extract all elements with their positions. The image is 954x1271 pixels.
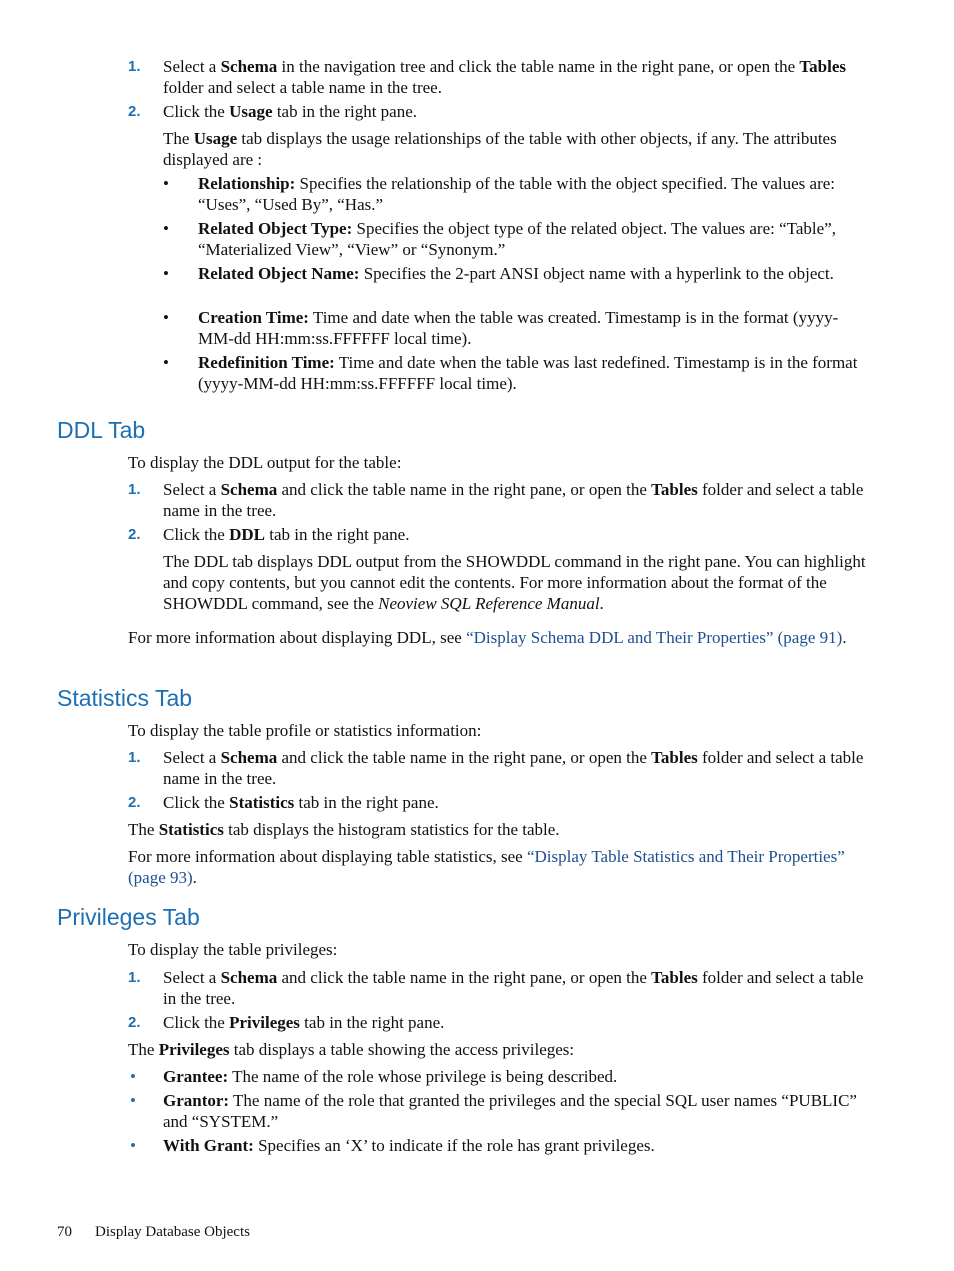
bullet-icon: • <box>163 264 169 283</box>
ddl-intro: To display the DDL output for the table: <box>128 453 402 472</box>
statistics-more-info: For more information about displaying table statistics, see “Display Table Statistics and Their Properties” (page 93). <box>128 847 845 887</box>
usage-step-2 <box>128 101 868 122</box>
step-number: 2. <box>128 526 141 543</box>
step-number: 1. <box>128 481 141 498</box>
step-number: 1. <box>128 749 141 766</box>
page-number: 70 <box>57 1224 72 1240</box>
ddl-description: The DDL tab displays DDL output from the SHOWDDL command in the right pane. You can highlight and copy contents, but you cannot edit the contents. For more information about the format of the SHOWDDL command, see the Neoview SQL Reference Manual. <box>163 552 866 613</box>
bullet-icon: • <box>163 219 169 238</box>
bullet-icon: • <box>130 1091 136 1110</box>
step-text: Click the Statistics tab in the right pane. <box>163 793 439 812</box>
ddl-more-info: For more information about displaying DDL, see “Display Schema DDL and Their Properties” (page 91). <box>128 628 847 647</box>
statistics-tab-heading: Statistics Tab <box>57 685 193 711</box>
privileges-description: The Privileges tab displays a table showing the access privileges: <box>128 1040 575 1059</box>
usage-bullet-related-object-name: • Related Object Name: Specifies the 2-part ANSI object name with a hyperlink to the object. <box>163 264 834 283</box>
step-text: Select a Schema and click the table name in the right pane, or open the Tables folder and select a table name in the tree. <box>163 480 864 520</box>
usage-step-1 <box>128 56 868 98</box>
statistics-intro: To display the table profile or statistics information: <box>128 721 482 740</box>
privileges-step-1 <box>128 967 868 1009</box>
statistics-step-1 <box>128 747 868 789</box>
step-text: Select a Schema in the navigation tree and click the table name in the right pane, or open the Tables folder and select a table name in the tree. <box>163 57 846 97</box>
step-number: 2. <box>128 794 141 811</box>
manual-title: Neoview SQL Reference Manual <box>378 594 600 613</box>
step-number: 1. <box>128 58 141 75</box>
privileges-bullet-grantee: • Grantee: The name of the role whose privilege is being described. <box>130 1067 618 1086</box>
ddl-step-2 <box>128 524 868 545</box>
statistics-description: The Statistics tab displays the histogram statistics for the table. <box>128 820 560 839</box>
statistics-step-2 <box>128 792 868 813</box>
usage-bullet-relationship: • Relationship: Specifies the relationship of the table with the object specified. The values are: “Uses”, “Used By”, “Has.” <box>163 174 836 214</box>
privileges-intro: To display the table privileges: <box>128 940 338 959</box>
privileges-step-2 <box>128 1012 868 1033</box>
step-number: 1. <box>128 969 141 986</box>
bullet-icon: • <box>130 1067 136 1086</box>
usage-intro: The Usage tab displays the usage relationships of the table with other objects, if any. The attributes displayed are : <box>163 129 837 169</box>
step-text: Select a Schema and click the table name in the right pane, or open the Tables folder and select a table name in the tree. <box>163 748 864 788</box>
step-text: Select a Schema and click the table name in the right pane, or open the Tables folder and select a table in the tree. <box>163 968 864 1008</box>
usage-bullet-redefinition-time: • Redefinition Time: Time and date when the table was last redefined. Timestamp is in the format (yyyy-MM-dd HH:mm:ss.FFFFFF local time). <box>163 353 858 393</box>
ddl-properties-link[interactable]: “Display Schema DDL and Their Properties” (page 91) <box>466 628 843 647</box>
step-text: Click the Usage tab in the right pane. <box>163 102 418 121</box>
page-footer <box>57 1222 250 1243</box>
ddl-step-1 <box>128 479 868 521</box>
step-number: 2. <box>128 103 141 120</box>
privileges-bullet-with-grant: • With Grant: Specifies an ‘X’ to indicate if the role has grant privileges. <box>130 1136 655 1155</box>
privileges-bullet-grantor: • Grantor: The name of the role that granted the privileges and the special SQL user names “PUBLIC” and “SYSTEM.” <box>130 1091 857 1131</box>
bullet-icon: • <box>163 353 169 372</box>
ddl-tab-heading: DDL Tab <box>57 417 146 443</box>
bullet-icon: • <box>163 174 169 193</box>
step-text: Click the Privileges tab in the right pane. <box>163 1013 445 1032</box>
statistics-properties-link[interactable]: “Display Table Statistics and Their Properties” (page 93) <box>128 847 845 887</box>
step-number: 2. <box>128 1014 141 1031</box>
usage-bullet-related-object-type: • Related Object Type: Specifies the object type of the related object. The values are: “Table”, “Materialized View”, “View” or “Synonym.” <box>163 219 836 259</box>
privileges-tab-heading: Privileges Tab <box>57 904 200 930</box>
usage-bullet-creation-time: • Creation Time: Time and date when the table was created. Timestamp is in the format (yyyy-MM-dd HH:mm:ss.FFFFFF local time). <box>163 308 839 348</box>
step-text: Click the DDL tab in the right pane. <box>163 525 410 544</box>
bullet-icon: • <box>163 308 169 327</box>
footer-section-title: Display Database Objects <box>95 1224 250 1240</box>
bullet-icon: • <box>130 1136 136 1155</box>
